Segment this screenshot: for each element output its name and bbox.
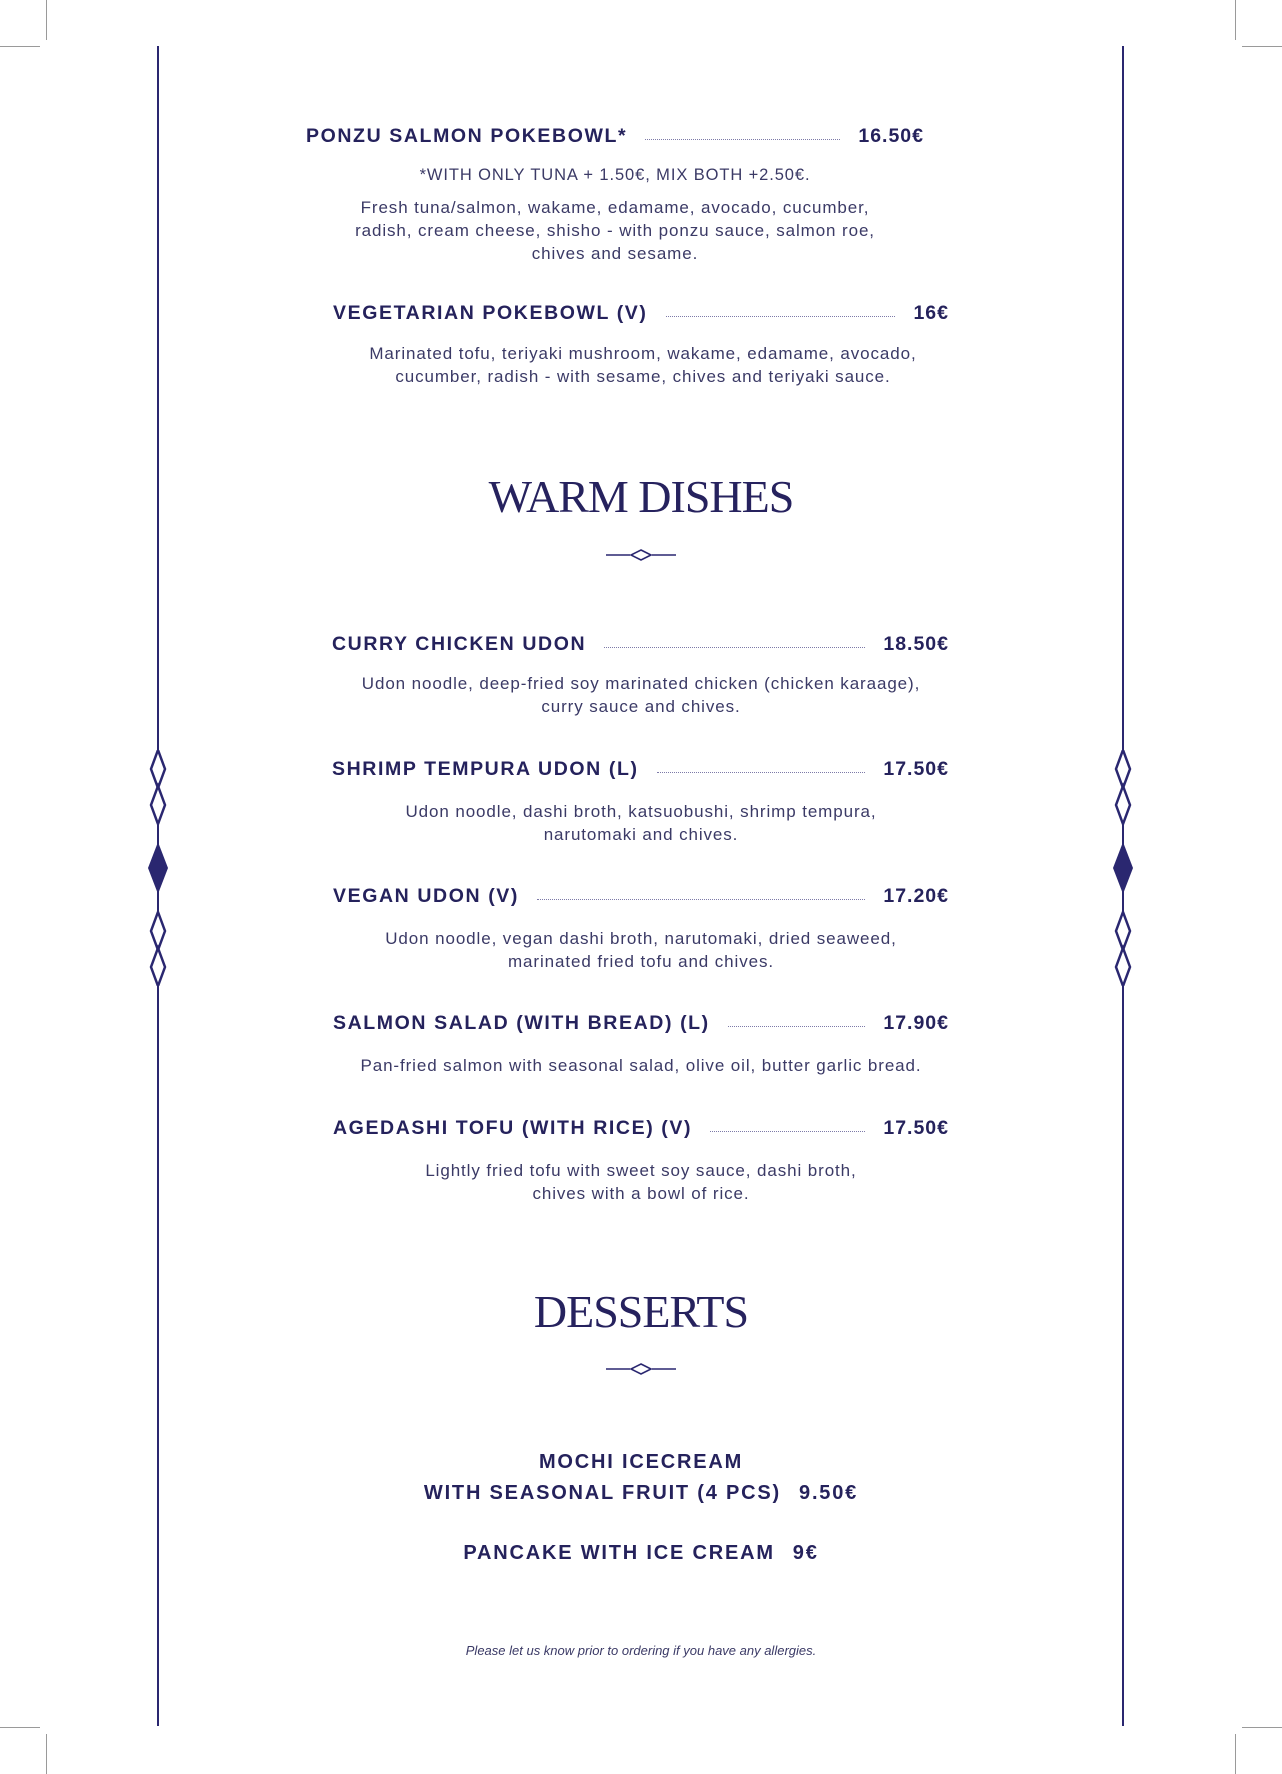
dessert-name: WITH SEASONAL FRUIT (4 PCS) <box>423 1482 782 1504</box>
dot-leader <box>657 772 866 773</box>
menu-item-row <box>333 885 949 908</box>
crop-mark <box>46 1734 47 1774</box>
item-price: 18.50€ <box>883 633 949 655</box>
dessert-name: MOCHI ICECREAM <box>538 1451 744 1473</box>
item-price: 17.50€ <box>883 1117 949 1139</box>
dessert-item <box>0 1447 1282 1509</box>
line-diamond-line-icon <box>606 1362 676 1376</box>
item-price: 17.90€ <box>883 1012 949 1034</box>
dessert-name: PANCAKE WITH ICE CREAM <box>463 1542 775 1564</box>
item-description: Marinated tofu, teriyaki mushroom, wakame, edamame, avocado, cucumber, radish - with sesame, chives and teriyaki sauce. <box>369 344 917 386</box>
allergy-note: Please let us know prior to ordering if you have any allergies. <box>465 1643 817 1658</box>
menu-item-row <box>306 125 924 148</box>
item-description: Udon noodle, deep-fried soy marinated chicken (chicken karaage), curry sauce and chives. <box>361 674 921 716</box>
item-name: PONZU SALMON POKEBOWL* <box>306 125 628 147</box>
dot-leader <box>710 1131 865 1132</box>
item-price: 17.50€ <box>883 758 949 780</box>
dot-leader <box>728 1026 866 1027</box>
item-price: 16.50€ <box>858 125 924 147</box>
crop-mark <box>1242 46 1282 47</box>
dessert-item <box>0 1542 1282 1565</box>
item-name: CURRY CHICKEN UDON <box>332 633 587 655</box>
item-name: VEGAN UDON (V) <box>333 885 519 907</box>
item-description: Lightly fried tofu with sweet soy sauce, dashi broth, chives with a bowl of rice. <box>425 1161 857 1203</box>
crop-mark <box>0 1727 40 1728</box>
crop-mark <box>0 46 40 47</box>
dot-leader <box>604 647 865 648</box>
item-description: Udon noodle, dashi broth, katsuobushi, shrimp tempura, narutomaki and chives. <box>405 802 877 844</box>
dessert-price: 9€ <box>792 1542 819 1564</box>
dot-leader <box>666 316 896 317</box>
item-name: AGEDASHI TOFU (WITH RICE) (V) <box>333 1117 693 1139</box>
item-description: Fresh tuna/salmon, wakame, edamame, avocado, cucumber, radish, cream cheese, shisho - with ponzu sauce, salmon roe, chives and sesame. <box>355 198 875 263</box>
dessert-price: 9.50€ <box>799 1482 859 1504</box>
item-price: 17.20€ <box>883 885 949 907</box>
crop-mark <box>46 0 47 40</box>
dot-leader <box>537 899 865 900</box>
item-price: 16€ <box>913 302 949 324</box>
item-name: SALMON SALAD (WITH BREAD) (L) <box>333 1012 710 1034</box>
item-note: *WITH ONLY TUNA + 1.50€, MIX BOTH +2.50€. <box>419 166 811 184</box>
item-description: Pan-fried salmon with seasonal salad, olive oil, butter garlic bread. <box>360 1056 922 1075</box>
crop-mark <box>1242 1727 1282 1728</box>
item-description: Udon noodle, vegan dashi broth, narutomaki, dried seaweed, marinated fried tofu and chives. <box>385 929 897 971</box>
menu-item-row <box>333 1012 949 1035</box>
crop-mark <box>1235 1734 1236 1774</box>
section-title-warm-dishes: WARM DISHES <box>488 471 794 522</box>
line-diamond-line-icon <box>606 548 676 562</box>
menu-item-row <box>333 1117 949 1140</box>
menu-item-row <box>333 302 949 325</box>
section-title-desserts: DESSERTS <box>533 1286 749 1337</box>
menu-item-row <box>332 758 949 781</box>
dot-leader <box>645 139 840 140</box>
item-name: SHRIMP TEMPURA UDON (L) <box>332 758 639 780</box>
crop-mark <box>1235 0 1236 40</box>
diamond-chain-icon <box>144 750 172 986</box>
item-name: VEGETARIAN POKEBOWL (V) <box>333 302 648 324</box>
menu-item-row <box>332 633 949 656</box>
diamond-chain-icon <box>1109 750 1137 986</box>
